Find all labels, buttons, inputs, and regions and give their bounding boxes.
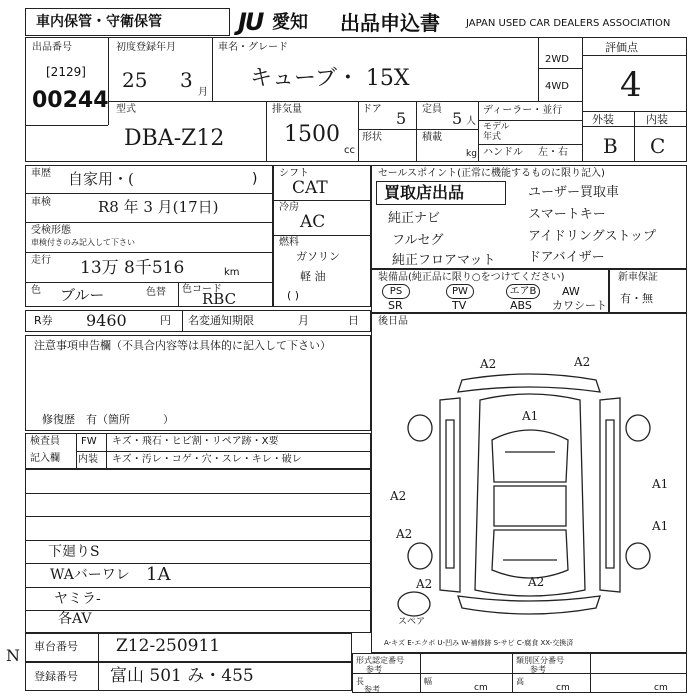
lot-number: 00244 — [32, 88, 109, 113]
inspector-fw-label: FW — [81, 436, 97, 447]
history-close: ) — [252, 171, 258, 187]
model-label: 型式 — [116, 104, 136, 115]
load-unit: kg — [466, 149, 477, 159]
repair-history: 修復歴 有（箇所 ） — [42, 413, 174, 426]
color-label: 色 — [31, 285, 41, 296]
cert-height-unit: cm — [654, 683, 668, 693]
form-title: 出品申込書 — [340, 11, 440, 35]
equipment-item: PW — [446, 284, 474, 299]
registration-month-unit: 月 — [198, 87, 208, 98]
damage-legend: A-キズ E-エクボ U-凹み W-補修跡 S-サビ C-腐食 XX-交換済 — [384, 639, 574, 647]
selling-points-label: セールスポイント(正常に機能するものに限り記入) — [378, 168, 605, 179]
new-warranty-value: 有・無 — [620, 292, 653, 305]
remarks-label: 後日品 — [378, 316, 408, 327]
received-note: 車検付きのみ記入して下さい — [31, 238, 135, 247]
selling-point: 純正ナビ — [388, 211, 441, 226]
notice-label: 注意事項申告欄（不具合内容等は具体的に記入して下さい） — [34, 339, 331, 352]
note-line: ヤミラ- — [54, 591, 101, 607]
selling-point: ユーザー買取車 — [528, 185, 620, 200]
cooling-label: 冷房 — [279, 202, 299, 213]
inspection-label: 車検 — [31, 197, 51, 208]
mileage-value: 13万 8千516 — [80, 258, 185, 278]
cooling-value: AC — [300, 212, 326, 232]
handle-options: 左・右 — [538, 147, 568, 158]
margin-mark: N — [6, 646, 20, 665]
inspector-label1: 検査員 — [30, 436, 60, 447]
handle-label: ハンドル — [483, 147, 523, 158]
selling-point: ドアバイザー — [528, 250, 605, 265]
capacity-label: 定員 — [422, 104, 442, 115]
brand-name: 愛知 — [272, 12, 308, 33]
cert-label2: 類別区分番号 — [516, 656, 564, 665]
cert-length-label: 長 — [356, 677, 364, 686]
cert-ref3: 参考 — [364, 685, 380, 694]
equipment-item: TV — [452, 299, 467, 312]
shift-value: CAT — [292, 178, 328, 198]
capacity-value: 5 — [452, 109, 463, 128]
inspector-fw-options: キズ・飛石・ヒビ割・リペア跡・X要 — [112, 436, 279, 447]
registration-month: 3 — [180, 68, 193, 92]
mileage-unit: km — [224, 267, 240, 278]
chassis-number: Z12-250911 — [116, 636, 221, 656]
note-line: 各AV — [58, 611, 92, 627]
registration-year: 25 — [122, 68, 148, 92]
tax-label: R券 — [34, 314, 53, 327]
received-label: 受検形態 — [31, 225, 71, 236]
plate-label: 登録番号 — [34, 670, 78, 683]
damage-mark: A2 — [528, 575, 545, 589]
model-year-label1: モデル — [483, 122, 510, 132]
load-label: 積載 — [422, 132, 442, 143]
cert-label1: 形式認定番号 — [356, 656, 404, 665]
equipment-item: AW — [562, 285, 580, 298]
fuel-paren: ( ) — [287, 289, 300, 302]
tax-unit: 円 — [160, 314, 171, 327]
displacement-value: 1500 — [284, 122, 340, 147]
history-label: 車歴 — [31, 168, 51, 179]
spare-label: スペア — [398, 617, 426, 627]
tax-value: 9460 — [86, 311, 127, 330]
cert-ref1: 参考 — [366, 665, 382, 674]
mileage-label: 走行 — [31, 255, 51, 266]
damage-mark: A1 — [652, 477, 669, 491]
doors-label: ドア — [362, 104, 382, 115]
lot-sub-number: [2129] — [46, 65, 86, 79]
lot-label: 出品番号 — [32, 42, 72, 53]
shift-label: シフト — [279, 168, 309, 179]
cert-length-unit: cm — [474, 683, 488, 693]
interior-grade: C — [650, 134, 666, 158]
damage-mark: A2 — [396, 527, 413, 541]
ju-logo-icon: JU — [238, 8, 263, 36]
registration-label: 初度登録年月 — [116, 42, 176, 53]
inspector-interior-label: 内装 — [78, 454, 98, 465]
history-value: 自家用・( — [68, 170, 134, 188]
cert-width-unit: cm — [556, 683, 570, 693]
note-line: WAバーワレ — [50, 567, 130, 583]
selling-point: スマートキー — [528, 207, 606, 222]
displacement-unit: cc — [344, 145, 355, 156]
equipment-item: SR — [388, 299, 403, 312]
selling-point: アイドリングストップ — [528, 229, 657, 244]
equipment-label: 装備品(純正品に限り○をつけてください) — [378, 272, 565, 283]
damage-mark: A2 — [480, 357, 497, 371]
plate-number: 富山 501 み・455 — [110, 666, 254, 686]
model-year-label2: 年式 — [483, 132, 502, 142]
exterior-grade: B — [603, 134, 618, 158]
doors-value: 5 — [396, 109, 407, 128]
cert-width-label: 幅 — [424, 677, 432, 686]
equipment-item: エアB — [506, 284, 540, 299]
inspection-value: R8 年 3 月(17日) — [98, 198, 219, 216]
damage-mark: A1 — [652, 519, 669, 533]
interior-label: 内装 — [646, 113, 668, 126]
fuel-label: 燃料 — [279, 237, 299, 248]
color-code-label: 色コード — [182, 284, 222, 295]
damage-mark: A2 — [390, 489, 407, 503]
chassis-label: 車台番号 — [34, 640, 78, 653]
drive-2wd: 2WD — [545, 54, 569, 65]
equipment-item: PS — [382, 284, 410, 299]
cert-height-label: 高 — [516, 677, 524, 686]
new-warranty-label: 新車保証 — [618, 272, 658, 283]
rating-value: 4 — [620, 65, 642, 105]
name-change-label: 名変通知期限 — [188, 314, 254, 327]
storage-label: 車内保管・守衛保管 — [36, 14, 162, 30]
selling-point: 純正フロアマット — [392, 253, 496, 268]
dealer-label: ディーラー・並行 — [483, 105, 563, 116]
damage-mark: A2 — [574, 355, 591, 369]
damage-mark: A2 — [416, 577, 433, 591]
displacement-label: 排気量 — [272, 104, 302, 115]
inspector-label2: 記入欄 — [30, 453, 60, 464]
note-line: 下廻りS — [48, 544, 100, 560]
cert-ref2: 参考 — [530, 665, 546, 674]
drive-4wd: 4WD — [545, 81, 569, 92]
note-extra: 1A — [146, 564, 171, 585]
name-change-month: 月 — [298, 314, 309, 327]
color-value: ブルー — [60, 286, 105, 304]
selling-point: フルセグ — [392, 233, 444, 248]
fuel-gasoline: ガソリン — [296, 250, 340, 263]
selling-headline: 買取店出品 — [384, 183, 465, 202]
capacity-unit: 人 — [466, 116, 476, 127]
association-name: JAPAN USED CAR DEALERS ASSOCIATION — [466, 18, 671, 29]
name-change-day: 日 — [348, 314, 359, 327]
color-change-label: 色替 — [146, 287, 166, 298]
shape-label: 形状 — [362, 132, 382, 143]
model-value: DBA-Z12 — [124, 126, 225, 151]
car-name-label: 車名・グレード — [218, 42, 288, 53]
color-code: RBC — [202, 290, 237, 308]
equipment-item: ABS — [510, 299, 532, 312]
inspector-interior-options: キズ・汚レ・コゲ・穴・スレ・キレ・破レ — [112, 454, 302, 465]
damage-mark: A1 — [522, 409, 539, 423]
car-name-value: キューブ・ 15X — [250, 66, 410, 91]
exterior-label: 外装 — [592, 113, 614, 126]
equipment-item: カワシート — [552, 299, 607, 312]
rating-label: 評価点 — [605, 41, 638, 54]
fuel-diesel: 軽 油 — [300, 270, 326, 283]
